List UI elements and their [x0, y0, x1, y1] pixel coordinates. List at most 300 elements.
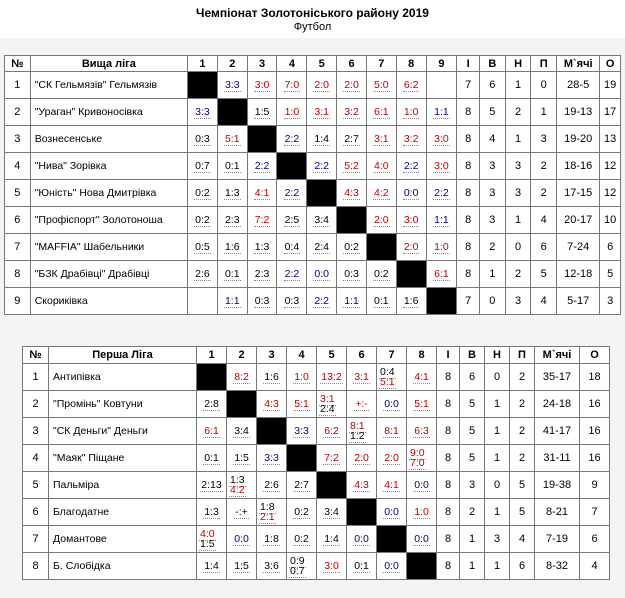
score-cell: [366, 261, 396, 288]
stat-cell: 1: [505, 126, 531, 153]
column-header: №: [23, 347, 49, 364]
score-cell: [317, 364, 347, 391]
match-score: 2:0: [344, 78, 359, 91]
stat-cell: 7: [457, 72, 480, 99]
stat-cell: 20-17: [557, 207, 600, 234]
empty-cell: [426, 72, 457, 99]
self-match-cell: [227, 391, 257, 418]
score-cell: [396, 180, 426, 207]
score-cell: [247, 72, 277, 99]
column-header: М`ячі: [557, 56, 600, 72]
stat-cell: 1: [505, 72, 531, 99]
self-match-cell: [426, 288, 457, 315]
score-cell: [366, 180, 396, 207]
column-header: П: [510, 347, 535, 364]
table-row: [5, 153, 621, 180]
match-score: 6:2: [403, 78, 419, 91]
score-cell: [407, 391, 437, 418]
row-number: 8: [5, 261, 31, 288]
score-cell: [377, 391, 407, 418]
stat-cell: 5: [460, 418, 485, 445]
self-match-cell: [407, 553, 437, 580]
match-score: 13:2: [321, 370, 342, 383]
match-score: 2:0: [354, 451, 369, 464]
empty-cell: [188, 288, 218, 315]
score-cell: [188, 126, 218, 153]
stat-cell: 17: [600, 99, 621, 126]
team-name: Антипівка: [49, 364, 197, 391]
table-row: [23, 472, 610, 499]
score-cell: [407, 418, 437, 445]
table-row: [5, 234, 621, 261]
match-score: 0:0: [234, 532, 249, 545]
team-name: "БЗК Драбівці" Драбівці: [30, 261, 187, 288]
table-row: [23, 499, 610, 526]
stat-cell: 3: [600, 288, 621, 315]
match-score: 1:5: [234, 451, 249, 464]
stat-cell: 9: [580, 472, 610, 499]
stat-cell: 12: [600, 180, 621, 207]
score-cell: [337, 153, 367, 180]
stat-cell: 4: [510, 526, 535, 553]
match-score: 2:6: [264, 478, 279, 491]
row-number: 1: [5, 72, 31, 99]
match-score: 4:0: [374, 159, 389, 172]
match-score: 2:4: [314, 240, 329, 253]
self-match-cell: [317, 472, 347, 499]
match-score: 4:3: [264, 397, 279, 410]
stat-cell: 18-16: [557, 153, 600, 180]
score-cell: [277, 72, 307, 99]
match-score: 8:1: [350, 420, 365, 432]
row-number: 2: [5, 99, 31, 126]
score-cell: [197, 472, 227, 499]
match-score: 5:2: [344, 159, 359, 172]
match-score: 4:1: [254, 186, 270, 199]
column-header: Н: [505, 56, 531, 72]
match-score: 3:1: [314, 105, 329, 118]
stat-cell: 5: [479, 99, 505, 126]
match-score: 0:0: [403, 186, 419, 199]
match-score: 1:1: [434, 213, 449, 226]
stat-cell: 8: [457, 153, 480, 180]
match-score: 1:0: [294, 370, 309, 383]
score-cell: [407, 499, 437, 526]
team-name: "MAFFIA" Шабельники: [30, 234, 187, 261]
score-cell: [257, 391, 287, 418]
match-score: 4:2: [230, 484, 245, 496]
match-score: 0:1: [374, 294, 389, 307]
match-score: -:+: [235, 505, 248, 518]
stat-cell: 8: [437, 364, 460, 391]
table-vyshcha-liga: [4, 55, 621, 315]
team-name: "Промінь" Ковтуни: [49, 391, 197, 418]
stat-cell: 19-13: [557, 99, 600, 126]
column-header: 5: [307, 56, 337, 72]
match-score: 5:1: [414, 397, 429, 410]
match-score: 0:3: [254, 294, 270, 307]
match-score: 0:1: [224, 159, 240, 172]
stat-cell: 5: [531, 261, 557, 288]
score-cell: [217, 207, 247, 234]
self-match-cell: [257, 418, 287, 445]
score-cell: [247, 180, 277, 207]
score-cell: [257, 499, 287, 526]
score-cell: [337, 234, 367, 261]
stat-cell: 41-17: [535, 418, 580, 445]
match-score: 4:2: [374, 186, 389, 199]
score-cell: [217, 234, 247, 261]
score-cell: [217, 153, 247, 180]
score-cell: [396, 99, 426, 126]
table-row: [5, 180, 621, 207]
match-score: 3:6: [264, 559, 279, 572]
score-cell: [366, 288, 396, 315]
match-score: 4:3: [354, 478, 369, 491]
score-cell: [377, 472, 407, 499]
match-score: 1:4: [324, 532, 339, 545]
score-cell: [227, 553, 257, 580]
match-score: 0:0: [384, 505, 399, 518]
match-score: 3:2: [403, 132, 419, 145]
column-header: 5: [317, 347, 347, 364]
stat-cell: 5: [510, 499, 535, 526]
table-row: [23, 418, 610, 445]
score-cell: [257, 472, 287, 499]
score-cell: [366, 126, 396, 153]
match-score: 6:1: [434, 267, 449, 280]
match-score: 7:0: [284, 78, 300, 91]
stat-cell: 8: [437, 418, 460, 445]
score-cell: [337, 99, 367, 126]
score-cell: [247, 288, 277, 315]
stat-cell: 8: [457, 180, 480, 207]
stat-cell: 6: [479, 72, 505, 99]
match-score: 5:1: [294, 397, 309, 410]
match-score: 3:1: [354, 370, 369, 383]
team-name: "Юність" Нова Дмитрівка: [30, 180, 187, 207]
page-header: [0, 0, 625, 38]
self-match-cell: [217, 99, 247, 126]
stat-cell: 17-15: [557, 180, 600, 207]
stat-cell: 8: [437, 499, 460, 526]
stat-cell: 7: [457, 288, 480, 315]
team-name: Благодатне: [49, 499, 197, 526]
match-score: 3:3: [195, 105, 210, 118]
stat-cell: 8: [437, 553, 460, 580]
row-number: 6: [23, 499, 49, 526]
stat-cell: 28-5: [557, 72, 600, 99]
self-match-cell: [366, 234, 396, 261]
match-score: 2:2: [314, 294, 329, 307]
stat-cell: 4: [531, 207, 557, 234]
score-cell: [377, 445, 407, 472]
team-name: Б. Слобідка: [49, 553, 197, 580]
stat-cell: 8-32: [535, 553, 580, 580]
stat-cell: 2: [460, 499, 485, 526]
score-cell: [407, 364, 437, 391]
match-score: 3:0: [403, 213, 419, 226]
stat-cell: 2: [479, 234, 505, 261]
match-score: 4:1: [384, 478, 399, 491]
score-cell: [287, 391, 317, 418]
column-header: 1: [197, 347, 227, 364]
column-header: Перша Ліга: [49, 347, 197, 364]
match-score: 0:1: [354, 559, 369, 572]
score-cell: [257, 526, 287, 553]
table-persha-liga: [22, 346, 610, 580]
score-cell: [277, 99, 307, 126]
match-score: 5:0: [374, 78, 389, 91]
match-score: 5:1: [380, 376, 395, 388]
score-cell: [426, 126, 457, 153]
row-number: 9: [5, 288, 31, 315]
match-score: 3:1: [320, 393, 335, 405]
stat-cell: 0: [531, 72, 557, 99]
match-score: 0:3: [284, 294, 300, 307]
match-score: 1:0: [434, 240, 449, 253]
score-cell: [277, 288, 307, 315]
stat-cell: 3: [505, 288, 531, 315]
score-cell: [317, 391, 347, 418]
match-score: 0:1: [224, 267, 240, 280]
column-header: №: [5, 56, 31, 72]
column-header: 7: [366, 56, 396, 72]
row-number: 5: [5, 180, 31, 207]
match-score: 0:4: [380, 366, 395, 378]
score-cell: [287, 364, 317, 391]
score-cell: [317, 445, 347, 472]
row-number: 1: [23, 364, 49, 391]
stat-cell: 8: [437, 526, 460, 553]
match-score: 6:1: [204, 424, 219, 437]
score-cell: [347, 364, 377, 391]
match-score: 2:3: [224, 213, 240, 226]
match-score: 2:4: [320, 403, 335, 415]
score-cell: [396, 126, 426, 153]
score-cell: [247, 207, 277, 234]
score-cell: [227, 445, 257, 472]
table-row: [5, 261, 621, 288]
team-name: "СК Деньги" Деньги: [49, 418, 197, 445]
stat-cell: 5: [460, 391, 485, 418]
match-score: 3:3: [224, 78, 240, 91]
column-header: 8: [407, 347, 437, 364]
score-cell: [366, 207, 396, 234]
table-row: [23, 391, 610, 418]
row-number: 8: [23, 553, 49, 580]
match-score: 1:3: [254, 240, 270, 253]
score-cell: [396, 153, 426, 180]
stat-cell: 5: [600, 261, 621, 288]
score-cell: [217, 126, 247, 153]
match-score: 9:0: [410, 447, 425, 459]
match-score: 1:0: [284, 105, 300, 118]
match-score: 3:0: [434, 159, 449, 172]
match-score: 2:0: [384, 451, 399, 464]
table-row: [5, 72, 621, 99]
stat-cell: 1: [460, 553, 485, 580]
stat-cell: 8: [457, 261, 480, 288]
score-cell: [337, 180, 367, 207]
self-match-cell: [307, 180, 337, 207]
match-score: 0:1: [204, 451, 219, 464]
stat-cell: 13: [600, 126, 621, 153]
match-score: 2:2: [403, 159, 419, 172]
stat-cell: 5: [510, 472, 535, 499]
score-cell: [366, 72, 396, 99]
column-header: Вища ліга: [30, 56, 187, 72]
stat-cell: 8: [437, 391, 460, 418]
stat-cell: 6: [580, 526, 610, 553]
score-cell: [188, 261, 218, 288]
stat-cell: 8: [457, 207, 480, 234]
match-score: 0:2: [294, 532, 309, 545]
score-cell: [407, 526, 437, 553]
team-name: Пальміра: [49, 472, 197, 499]
score-cell: [247, 99, 277, 126]
match-score: 0:7: [290, 565, 305, 577]
score-cell: [197, 445, 227, 472]
stat-cell: 19: [600, 72, 621, 99]
score-cell: [347, 391, 377, 418]
stat-cell: 35-17: [535, 364, 580, 391]
team-name: "Маяк" Піщане: [49, 445, 197, 472]
stat-cell: 0: [479, 288, 505, 315]
stat-cell: 4: [479, 126, 505, 153]
match-score: 2:7: [344, 132, 359, 145]
team-name: "Профіспорт" Золотоноша: [30, 207, 187, 234]
match-score: 1:0: [403, 105, 419, 118]
score-cell: [347, 526, 377, 553]
score-cell: [188, 180, 218, 207]
self-match-cell: [396, 261, 426, 288]
team-name: Домантове: [49, 526, 197, 553]
match-score: 2:3: [254, 267, 270, 280]
score-cell: [188, 207, 218, 234]
page-title: Чемпіонат Золотоніського району 2019: [196, 6, 429, 20]
stat-cell: 8: [457, 234, 480, 261]
stat-cell: 4: [580, 553, 610, 580]
score-cell: [377, 364, 407, 391]
score-cell: [247, 234, 277, 261]
match-score: 0:0: [314, 267, 329, 280]
score-cell: [396, 207, 426, 234]
match-score: 1:6: [224, 240, 240, 253]
page-subtitle: Футбол: [293, 21, 332, 33]
match-score: 0:2: [195, 186, 210, 199]
score-cell: [366, 99, 396, 126]
stat-cell: 8: [457, 99, 480, 126]
stat-cell: 19-20: [557, 126, 600, 153]
column-header: 8: [396, 56, 426, 72]
match-score: 0:3: [344, 267, 359, 280]
score-cell: [317, 418, 347, 445]
column-header: Н: [485, 347, 510, 364]
match-score: 3:0: [324, 559, 339, 572]
table-row: [23, 526, 610, 553]
stat-cell: 5: [460, 445, 485, 472]
match-score: 3:3: [264, 451, 279, 464]
score-cell: [307, 153, 337, 180]
score-cell: [188, 153, 218, 180]
stat-cell: 3: [485, 526, 510, 553]
match-score: 0:4: [284, 240, 300, 253]
score-cell: [407, 472, 437, 499]
match-score: 0:2: [195, 213, 210, 226]
score-cell: [426, 180, 457, 207]
column-header: П: [531, 56, 557, 72]
team-name: Вознесенське: [30, 126, 187, 153]
stat-cell: 16: [580, 418, 610, 445]
match-score: 2:8: [204, 397, 219, 410]
stat-cell: 31-11: [535, 445, 580, 472]
match-score: 0:0: [414, 478, 429, 491]
match-score: 1:5: [254, 105, 270, 118]
stat-cell: 0: [505, 234, 531, 261]
stat-cell: 0: [485, 364, 510, 391]
column-header: 3: [247, 56, 277, 72]
score-cell: [227, 526, 257, 553]
score-cell: [197, 499, 227, 526]
score-cell: [396, 234, 426, 261]
stat-cell: 7-19: [535, 526, 580, 553]
stat-cell: 16: [580, 445, 610, 472]
match-score: 1:3: [230, 474, 245, 486]
column-header: О: [600, 56, 621, 72]
score-cell: [347, 472, 377, 499]
score-cell: [277, 126, 307, 153]
match-score: 0:2: [294, 505, 309, 518]
self-match-cell: [287, 445, 317, 472]
score-cell: [317, 526, 347, 553]
score-cell: [347, 418, 377, 445]
table-row: [5, 288, 621, 315]
stat-cell: 4: [531, 288, 557, 315]
stat-cell: 1: [485, 553, 510, 580]
row-number: 7: [23, 526, 49, 553]
match-score: 3:2: [344, 105, 359, 118]
stat-cell: 0: [485, 472, 510, 499]
column-header: М`ячі: [535, 347, 580, 364]
score-cell: [257, 445, 287, 472]
match-score: 3:3: [294, 424, 309, 437]
match-score: 2:1: [260, 511, 275, 523]
match-score: 7:2: [254, 213, 270, 226]
match-score: 0:9: [290, 555, 305, 567]
match-score: 1:2: [350, 430, 365, 442]
stat-cell: 1: [485, 445, 510, 472]
row-number: 6: [5, 207, 31, 234]
column-header: 4: [277, 56, 307, 72]
team-name: Скориківка: [30, 288, 187, 315]
row-number: 5: [23, 472, 49, 499]
stat-cell: 18: [580, 364, 610, 391]
score-cell: [227, 418, 257, 445]
score-cell: [377, 418, 407, 445]
match-score: 3:4: [314, 213, 329, 226]
score-cell: [197, 553, 227, 580]
stat-cell: 3: [505, 153, 531, 180]
match-score: 2:2: [314, 159, 329, 172]
score-cell: [337, 72, 367, 99]
match-score: 1:3: [224, 186, 240, 199]
match-score: 6:3: [414, 424, 429, 437]
stat-cell: 2: [531, 180, 557, 207]
column-header: 9: [426, 56, 457, 72]
self-match-cell: [197, 364, 227, 391]
match-score: 8:2: [234, 370, 249, 383]
